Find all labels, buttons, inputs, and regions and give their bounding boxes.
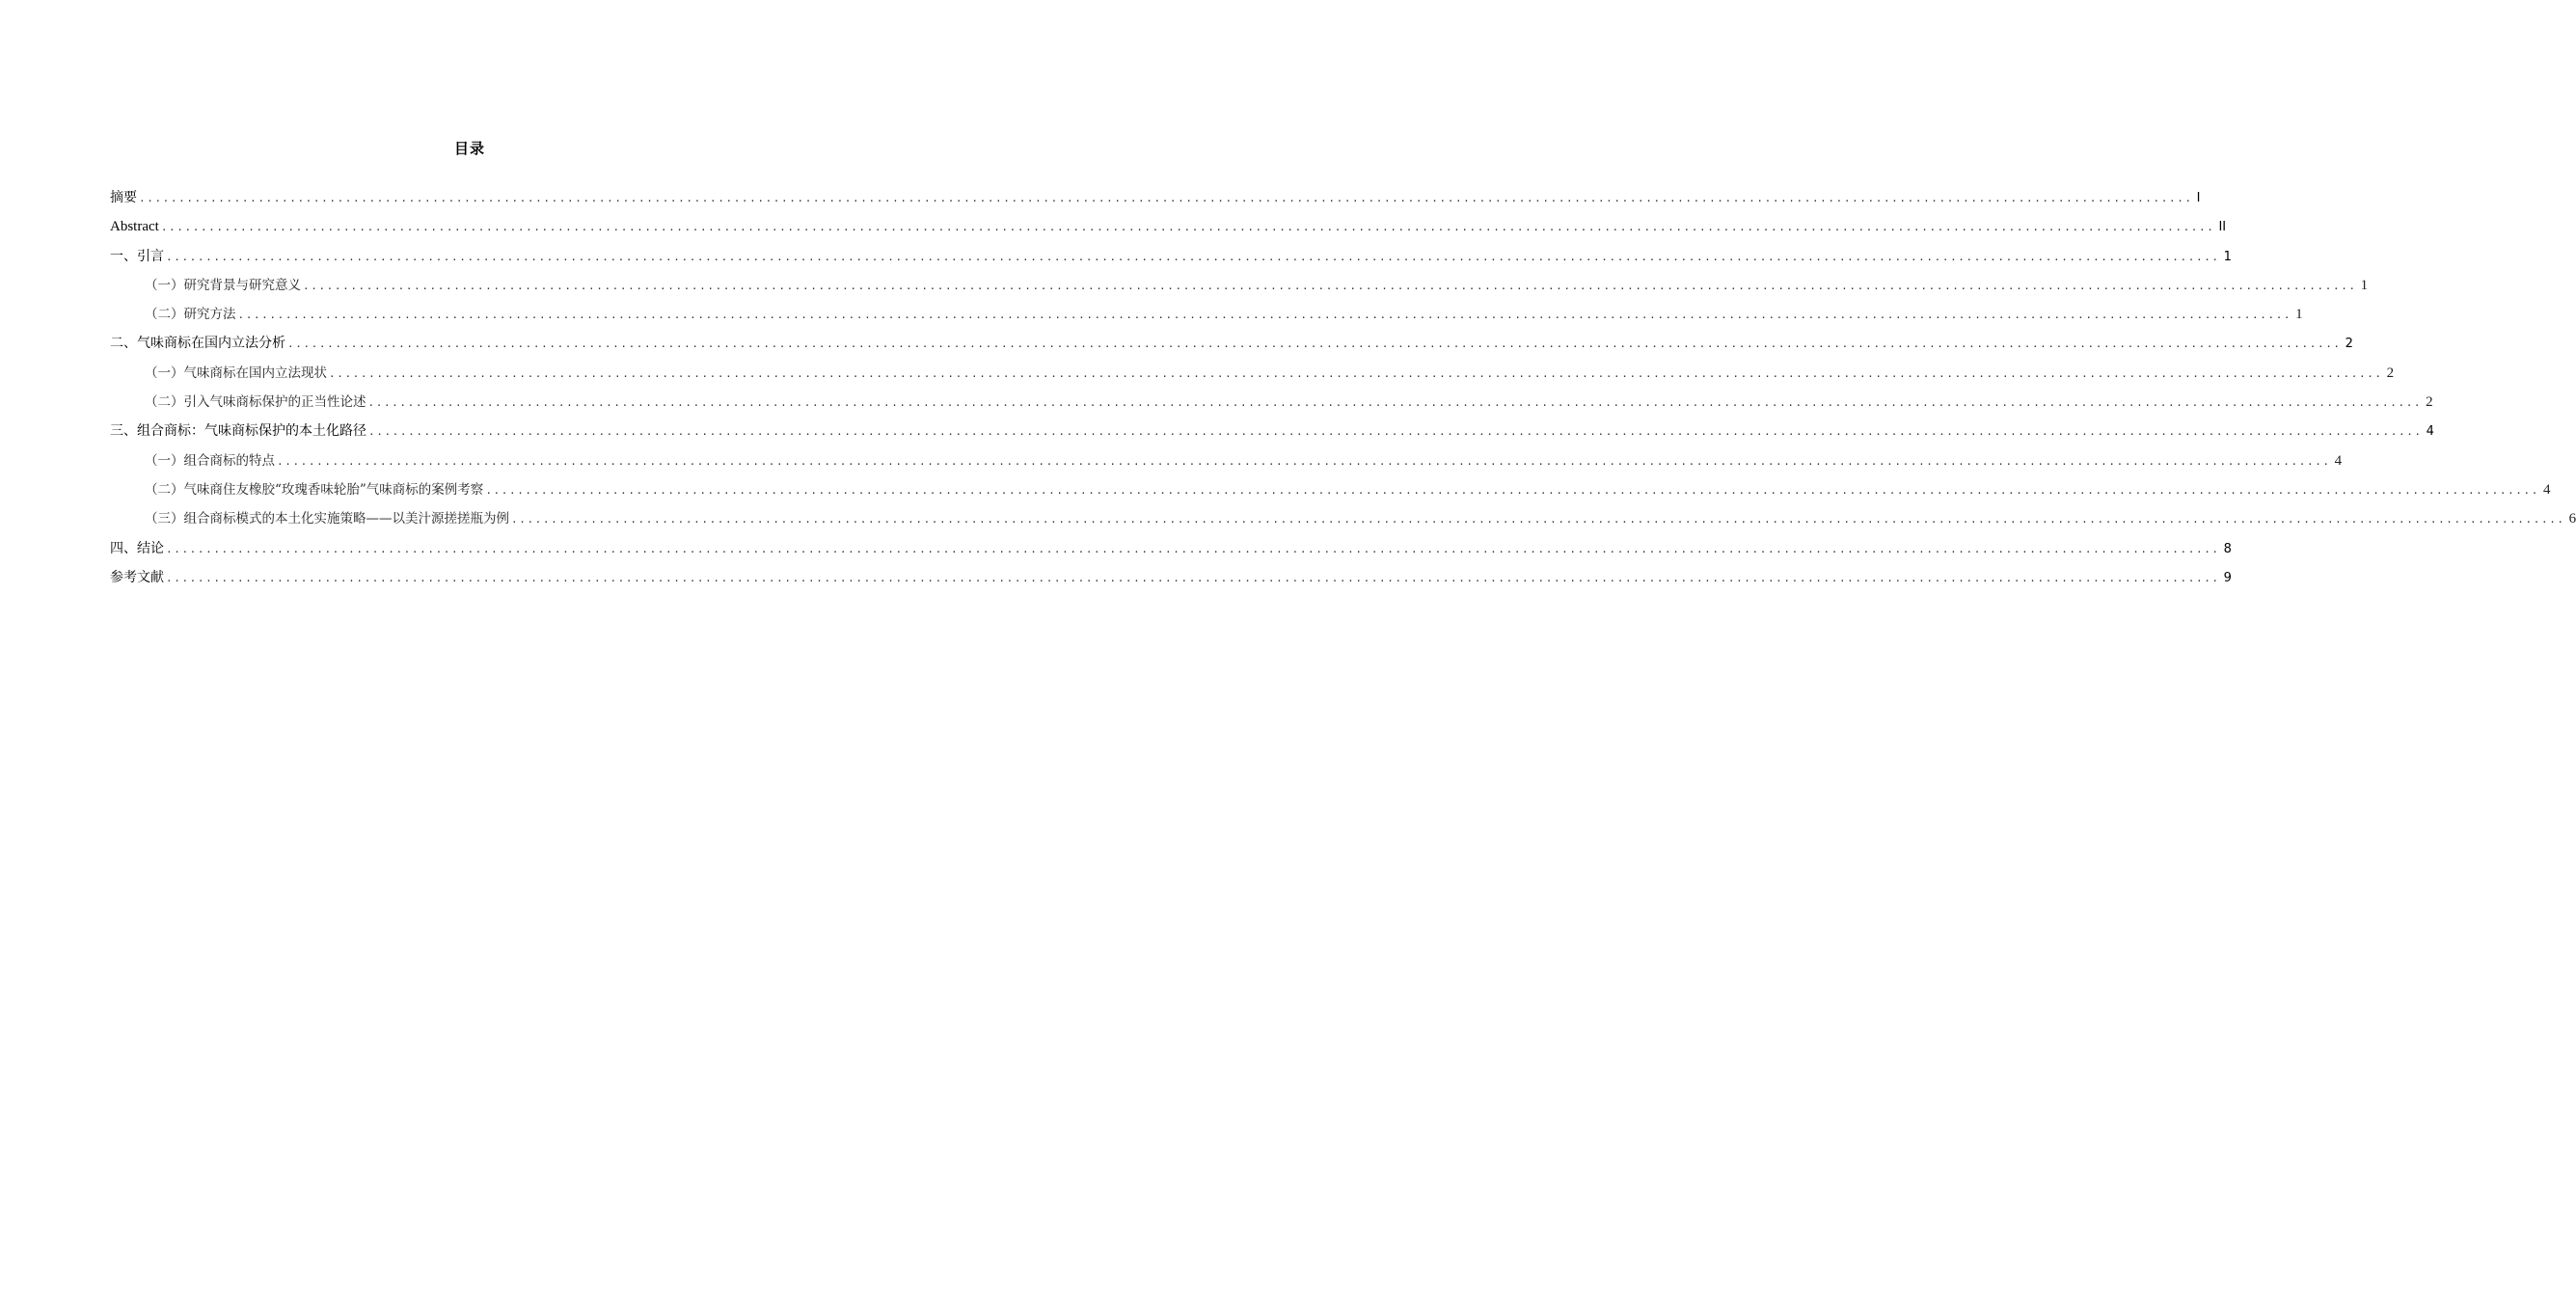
- toc-dot-leader: ...................................................................................................................................................................................................................................................................: [237, 309, 2292, 322]
- toc-dot-leader: ...................................................................................................................................................................................................................................................................: [368, 425, 2423, 439]
- toc-entry-page-number: 6: [2568, 511, 2576, 527]
- toc-dot-leader: ...................................................................................................................................................................................................................................................................: [511, 513, 2565, 526]
- toc-entry-label: （二）气味商住友橡胶“玫瑰香味轮胎”气味商标的案例考察: [145, 481, 484, 498]
- toc-dot-leader: ...................................................................................................................................................................................................................................................................: [485, 483, 2539, 497]
- toc-list: [110, 188, 2576, 597]
- toc-entry-label: （一）气味商标在国内立法现状: [145, 364, 327, 381]
- toc-entry-label: 摘要: [110, 190, 137, 205]
- toc-entry-page-number: II: [2218, 220, 2227, 235]
- toc-dot-leader: ...................................................................................................................................................................................................................................................................: [139, 192, 2193, 204]
- toc-entry[interactable]: [110, 568, 2232, 597]
- toc-dot-leader: ...................................................................................................................................................................................................................................................................: [166, 542, 2220, 555]
- toc-entry[interactable]: [110, 188, 2201, 217]
- toc-entry[interactable]: [110, 364, 2395, 392]
- toc-entry-page-number: 4: [2542, 481, 2551, 498]
- toc-entry-page-number: 4: [2426, 424, 2434, 440]
- toc-dot-leader: ...................................................................................................................................................................................................................................................................: [166, 250, 2220, 263]
- toc-entry-label: （三）组合商标模式的本土化实施策略——以美汁源搓搓瓶为例: [145, 511, 509, 527]
- toc-entry-label: （二）引入气味商标保护的正当性论述: [145, 394, 366, 411]
- toc-entry[interactable]: [110, 509, 2576, 538]
- toc-entry-page-number: I: [2196, 191, 2201, 205]
- toc-entry-label: （二）研究方法: [145, 307, 236, 323]
- toc-entry-label: （一）研究背景与研究意义: [145, 277, 301, 293]
- toc-dot-leader: ...................................................................................................................................................................................................................................................................: [367, 396, 2423, 410]
- toc-entry-label: 二、气味商标在国内立法分析: [110, 336, 285, 352]
- toc-dot-leader: ...................................................................................................................................................................................................................................................................: [287, 338, 2342, 351]
- toc-dot-leader: ...................................................................................................................................................................................................................................................................: [277, 454, 2331, 468]
- toc-entry[interactable]: [110, 539, 2232, 568]
- toc-entry-label: （一）组合商标的特点: [145, 452, 275, 469]
- toc-entry-label: 三、组合商标：气味商标保护的本土化路径: [110, 423, 366, 440]
- toc-entry[interactable]: [110, 305, 2303, 334]
- toc-entry-page-number: 2: [2345, 337, 2353, 352]
- toc-entry-label: 一、引言: [110, 248, 164, 264]
- toc-entry[interactable]: [110, 247, 2232, 276]
- toc-entry-page-number: 2: [2426, 394, 2433, 411]
- toc-entry-label: 四、结论: [110, 540, 164, 556]
- toc-dot-leader: ...................................................................................................................................................................................................................................................................: [166, 571, 2220, 584]
- toc-dot-leader: ...................................................................................................................................................................................................................................................................: [329, 366, 2383, 380]
- toc-entry[interactable]: [110, 480, 2551, 509]
- toc-entry-page-number: 9: [2223, 570, 2232, 585]
- toc-entry[interactable]: [110, 392, 2433, 421]
- toc-entry-page-number: 2: [2386, 364, 2395, 381]
- toc-entry-page-number: 4: [2334, 452, 2343, 469]
- toc-dot-leader: ...................................................................................................................................................................................................................................................................: [160, 221, 2215, 234]
- toc-entry-page-number: 1: [2360, 277, 2369, 293]
- toc-title: 目录: [453, 140, 485, 157]
- toc-entry-page-number: 1: [2295, 307, 2303, 323]
- toc-entry[interactable]: [110, 451, 2343, 480]
- toc-entry[interactable]: [110, 334, 2353, 363]
- toc-entry[interactable]: [110, 217, 2227, 246]
- toc-entry[interactable]: [110, 421, 2434, 450]
- toc-entry-page-number: 1: [2223, 249, 2232, 264]
- toc-entry[interactable]: [110, 276, 2369, 305]
- toc-entry-label: Abstract: [110, 219, 159, 235]
- toc-dot-leader: ...................................................................................................................................................................................................................................................................: [303, 279, 2357, 292]
- toc-entry-page-number: 8: [2223, 541, 2232, 556]
- toc-entry-label: 参考文献: [110, 569, 164, 585]
